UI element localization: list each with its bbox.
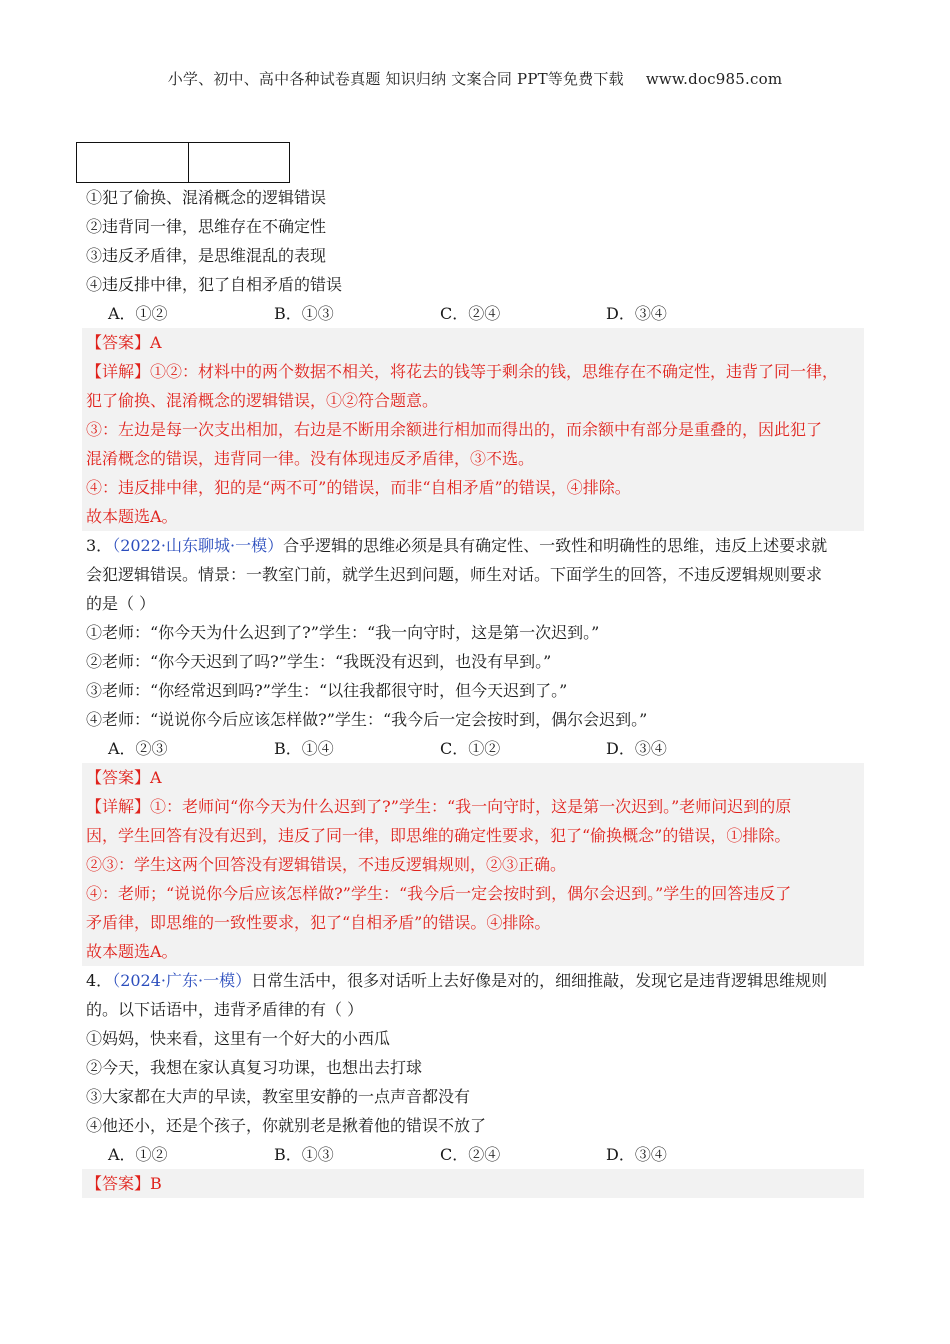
stem-text: 日常生活中，很多对话听上去好像是对的，细细推敲，发现它是违背逻辑思维规则: [251, 971, 828, 990]
answer-label: 【答案】A: [86, 333, 162, 352]
question-source: （2022·山东聊城·一模）: [112, 536, 284, 555]
stem-line: [86, 966, 866, 995]
q3-answer-box: [82, 763, 864, 966]
explain-line: 【详解】①②：材料中的两个数据不相关，将花去的钱等于剩余的钱，思维存在不确定性，违背了同一律，: [86, 362, 839, 381]
option-line: ③老师：“你经常迟到吗?”学生：“以往我都很守时，但今天迟到了。”: [86, 681, 568, 700]
explain-line: ④：老师；“说说你今后应该怎样做?”学生：“我今后一定会按时到，偶尔会迟到。”学生的回答违反了: [86, 884, 792, 903]
stem-line: 的。以下话语中，违背矛盾律的有（ ）: [86, 1000, 364, 1019]
choice-d: D．③④: [606, 1145, 667, 1164]
question-number: 4．: [86, 971, 113, 990]
option-line: ②今天，我想在家认真复习功课，也想出去打球: [86, 1058, 423, 1077]
stem-line: 的是（ ）: [86, 594, 156, 613]
stem-text: 合乎逻辑的思维必须是具有确定性、一致性和明确性的思维，违反上述要求就: [283, 536, 828, 555]
header-site: www.doc985.com: [645, 70, 783, 88]
table-cell: [189, 143, 289, 182]
answer-label: 【答案】B: [86, 1174, 162, 1193]
choice-c: C．①②: [440, 739, 501, 758]
q4-answer-box: [82, 1169, 864, 1198]
option-line: ④老师：“说说你今后应该怎样做?”学生：“我今后一定会按时到，偶尔会迟到。”: [86, 710, 648, 729]
option-line: ②老师：“你今天迟到了吗?”学生：“我既没有迟到，也没有早到。”: [86, 652, 552, 671]
header-text: 小学、初中、高中各种试卷真题 知识归纳 文案合同 PPT等免费下载: [167, 70, 624, 88]
explain-line: 故本题选A。: [86, 942, 178, 961]
option-line: ①犯了偷换、混淆概念的逻辑错误: [86, 188, 327, 207]
explain-line: 故本题选A。: [86, 507, 178, 526]
option-line: ④他还小，还是个孩子，你就别老是揪着他的错误不放了: [86, 1116, 487, 1135]
document-body: [86, 183, 866, 1198]
explain-line: ③：左边是每一次支出相加，右边是不断用余额进行相加而得出的，而余额中有部分是重叠的，因此犯了: [86, 420, 823, 439]
choice-c: C．②④: [440, 1145, 501, 1164]
explain-line: 因，学生回答有没有迟到，违反了同一律，即思维的确定性要求，犯了“偷换概念”的错误，①排除。: [86, 826, 791, 845]
q4-stem: [86, 966, 866, 1024]
q4-options: [86, 1024, 866, 1140]
choice-d: D．③④: [606, 739, 667, 758]
option-line: ④违反排中律，犯了自相矛盾的错误: [86, 275, 343, 294]
option-line: ③大家都在大声的早读，教室里安静的一点声音都没有: [86, 1087, 471, 1106]
choice-b: B．①③: [274, 304, 334, 323]
question-number: 3．: [86, 536, 113, 555]
page-header: [0, 68, 950, 89]
choice-a: A．②③: [108, 739, 168, 758]
stem-line: 会犯逻辑错误。情景：一教室门前，就学生迟到问题，师生对话。下面学生的回答，不违反逻辑规则要求: [86, 565, 823, 584]
table-cell: [77, 143, 189, 182]
q3-options: [86, 618, 866, 734]
choice-b: B．①④: [274, 739, 334, 758]
explain-line: ②③：学生这两个回答没有逻辑错误，不违反逻辑规则，②③正确。: [86, 855, 567, 874]
answer-label: 【答案】A: [86, 768, 162, 787]
explain-line: 矛盾律，即思维的一致性要求，犯了“自相矛盾”的错误。④排除。: [86, 913, 551, 932]
choice-d: D．③④: [606, 304, 667, 323]
q4-choices: [86, 1140, 866, 1169]
option-line: ②违背同一律，思维存在不确定性: [86, 217, 327, 236]
option-line: ①妈妈，快来看，这里有一个好大的小西瓜: [86, 1029, 391, 1048]
stem-line: [86, 531, 866, 560]
explain-line: 混淆概念的错误，违背同一律。没有体现违反矛盾律，③不选。: [86, 449, 535, 468]
q2-options: [86, 183, 866, 299]
choice-b: B．①③: [274, 1145, 334, 1164]
choice-a: A．①②: [108, 1145, 168, 1164]
option-line: ①老师：“你今天为什么迟到了?”学生：“我一向守时，这是第一次迟到。”: [86, 623, 600, 642]
option-line: ③违反矛盾律，是思维混乱的表现: [86, 246, 327, 265]
explain-line: ④：违反排中律，犯的是“两不可”的错误，而非“自相矛盾”的错误，④排除。: [86, 478, 631, 497]
explain-line: 【详解】①：老师问“你今天为什么迟到了?”学生：“我一向守时，这是第一次迟到。”老师问迟到的原: [86, 797, 792, 816]
q2-answer-box: [82, 328, 864, 531]
q2-choices: [86, 299, 866, 328]
choice-a: A．①②: [108, 304, 168, 323]
table-fragment: [76, 142, 290, 183]
q3-stem: [86, 531, 866, 618]
q3-choices: [86, 734, 866, 763]
question-source: （2024·广东·一模）: [112, 971, 252, 990]
choice-c: C．②④: [440, 304, 501, 323]
explain-line: 犯了偷换、混淆概念的逻辑错误，①②符合题意。: [86, 391, 439, 410]
